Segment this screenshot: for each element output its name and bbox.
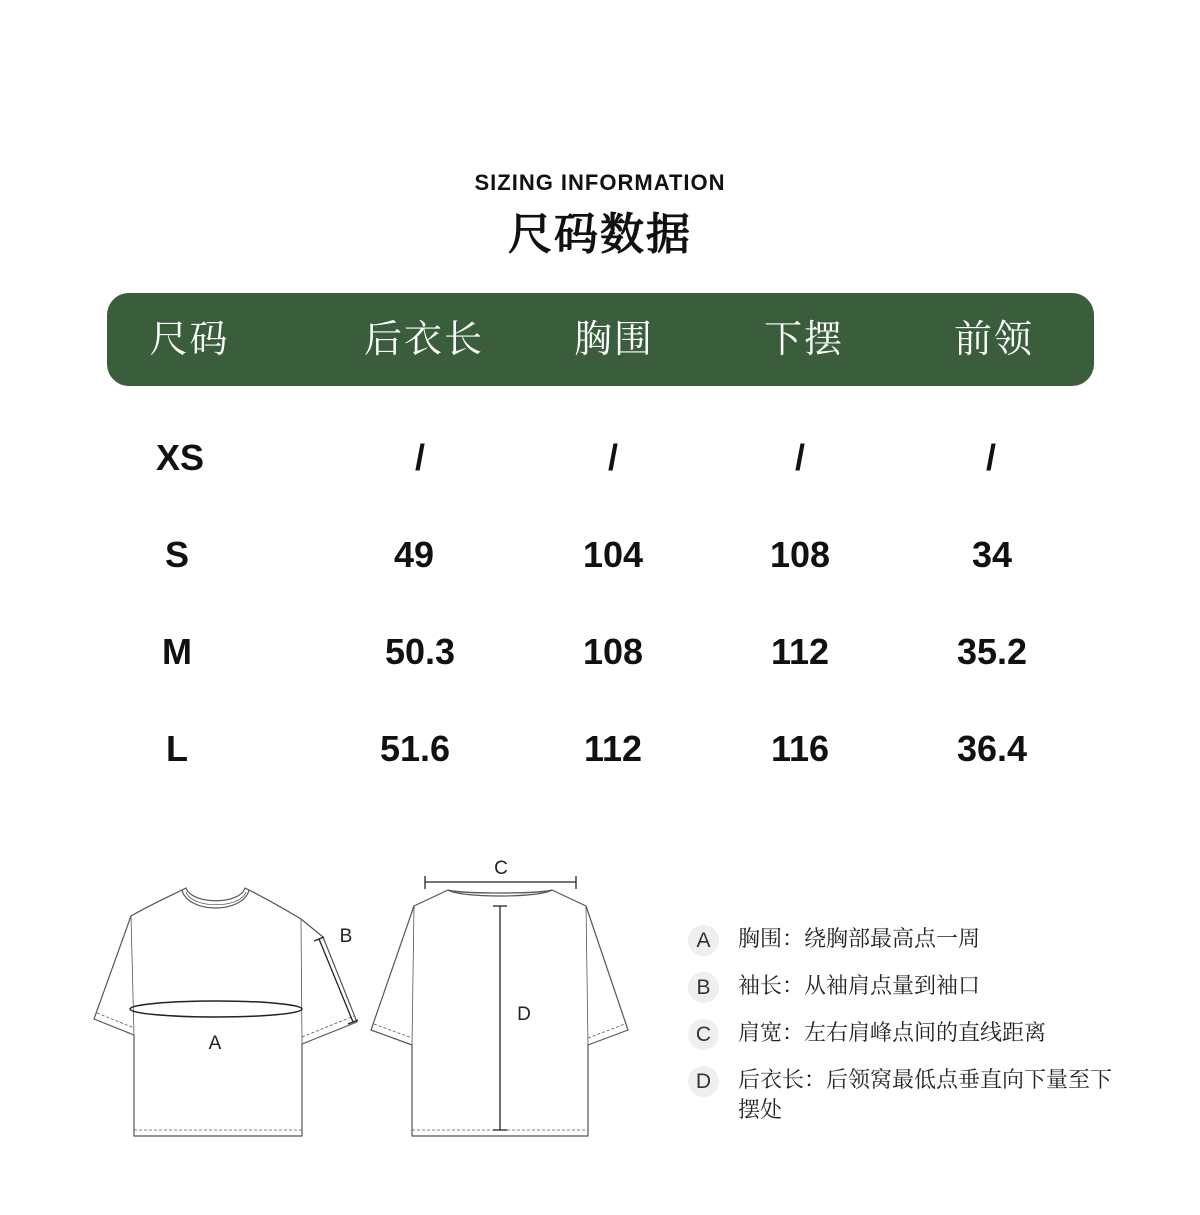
legend-text: 肩宽：左右肩峰点间的直线距离 — [738, 1021, 1047, 1046]
chest-cell: 112 — [583, 728, 643, 769]
chest-cell: 108 — [582, 631, 644, 672]
column-header-back-length: 后衣长 — [364, 317, 485, 361]
chest-cell: / — [607, 437, 618, 478]
hem-cell: 112 — [770, 631, 830, 672]
label-a: A — [208, 1033, 222, 1054]
back-length-cell: 51.6 — [379, 728, 451, 769]
legend-item-a — [688, 925, 1128, 957]
legend-item-b — [688, 972, 1128, 1004]
hem-cell: 108 — [769, 534, 831, 575]
size-cell: S — [164, 534, 189, 575]
back-length-cell: 49 — [393, 534, 435, 575]
legend-letter: A — [688, 925, 719, 956]
table-row — [0, 525, 1200, 585]
front-collar-cell: 36.4 — [956, 728, 1028, 769]
measurement-legend — [688, 925, 1128, 1141]
table-header — [107, 293, 1094, 386]
size-cell: L — [166, 728, 188, 769]
legend-item-d — [688, 1066, 1128, 1126]
front-collar-cell: / — [985, 437, 996, 478]
column-header-hem: 下摆 — [763, 317, 844, 361]
legend-text: 后衣长：后领窝最低点垂直向下量至下摆处 — [738, 1068, 1113, 1123]
hem-cell: / — [794, 437, 805, 478]
tshirt-measurement-diagram — [0, 850, 660, 1150]
front-collar-cell: 34 — [971, 534, 1013, 575]
legend-text: 袖长：从袖肩点量到袖口 — [738, 974, 981, 999]
legend-text: 胸围：绕胸部最高点一周 — [738, 927, 981, 952]
column-header-front-collar: 前领 — [953, 317, 1034, 361]
legend-letter: C — [688, 1019, 719, 1050]
back-length-cell: / — [414, 437, 425, 478]
table-row — [0, 428, 1200, 488]
size-cell: M — [162, 631, 192, 672]
label-b: B — [339, 926, 353, 947]
column-header-chest: 胸围 — [573, 317, 654, 361]
legend-letter: B — [688, 972, 719, 1003]
legend-letter: D — [688, 1066, 719, 1097]
table-row — [0, 622, 1200, 682]
back-length-cell: 50.3 — [384, 631, 456, 672]
size-cell: XS — [155, 437, 205, 478]
hem-cell: 116 — [770, 728, 830, 769]
title-english: SIZING INFORMATION — [474, 170, 726, 195]
table-row — [0, 719, 1200, 779]
label-c: C — [494, 858, 508, 879]
legend-item-c — [688, 1019, 1128, 1051]
chest-cell: 104 — [582, 534, 644, 575]
label-d: D — [517, 1004, 531, 1025]
column-header-size: 尺码 — [149, 317, 230, 361]
front-collar-cell: 35.2 — [956, 631, 1028, 672]
title-chinese: 尺码数据 — [508, 209, 692, 260]
